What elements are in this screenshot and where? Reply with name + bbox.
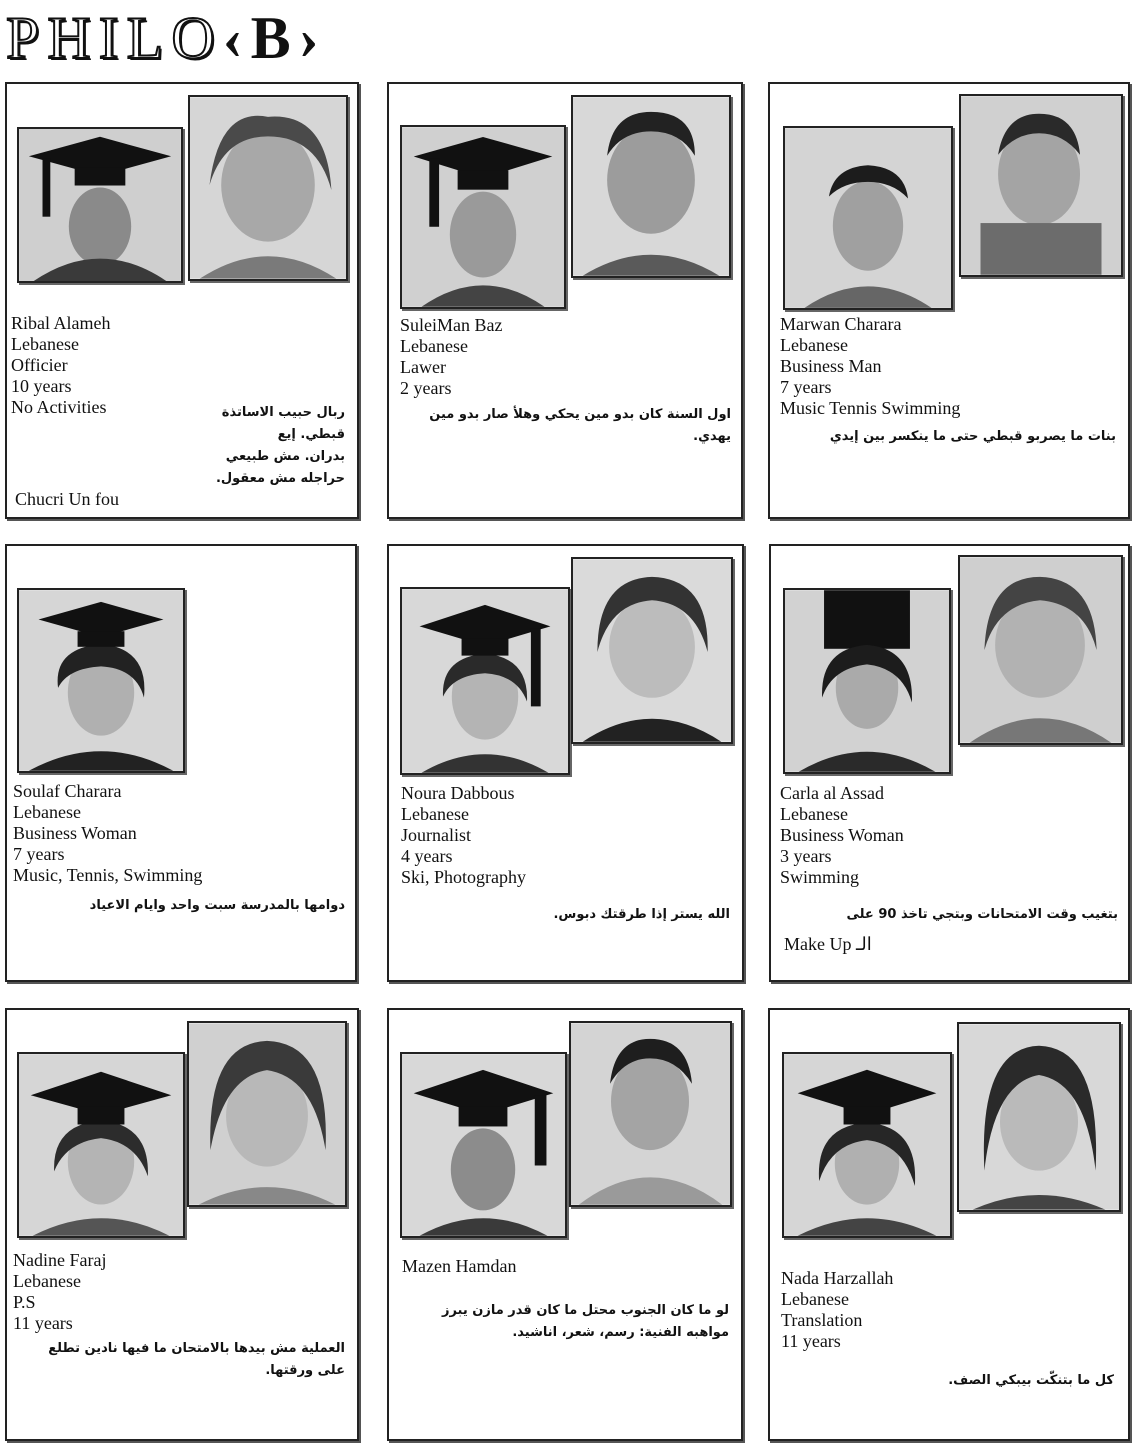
childhood-photo-image — [960, 557, 1121, 743]
student-career: Business Woman — [13, 823, 137, 843]
student-nationality: Lebanese — [401, 804, 469, 824]
childhood-photo — [959, 94, 1123, 277]
childhood-photo-image — [189, 1023, 345, 1205]
student-card — [387, 82, 743, 519]
graduation-photo — [783, 588, 951, 774]
childhood-photo — [571, 557, 733, 744]
student-career: Lawer — [400, 357, 446, 377]
graduation-photo — [400, 125, 566, 309]
graduation-photo-image — [785, 590, 949, 772]
student-card — [387, 1008, 743, 1441]
graduation-photo — [17, 127, 183, 283]
student-info — [780, 314, 960, 419]
childhood-photo — [571, 95, 731, 278]
graduation-photo-image — [784, 1054, 950, 1236]
student-years: 11 years — [781, 1331, 841, 1351]
student-nationality: Lebanese — [780, 335, 848, 355]
graduation-photo — [17, 1052, 185, 1238]
quote-line: لو ما كان الجنوب محتل ما كان قدر مازن يبرز — [441, 1303, 729, 1318]
student-years: 2 years — [400, 378, 452, 398]
childhood-photo — [187, 1021, 347, 1207]
childhood-photo-image — [190, 97, 346, 279]
student-nationality: Lebanese — [13, 1271, 81, 1291]
quote-line: بدران. مش طبيعي — [225, 449, 345, 464]
student-career: Officier — [11, 355, 68, 375]
quote-line: مواهبه الفنية: رسم، شعر، اناشيد. — [512, 1325, 729, 1340]
childhood-photo — [957, 1022, 1121, 1212]
student-quote — [429, 404, 731, 448]
quote-line: كل ما بتنكّت بيبكي الصف. — [948, 1373, 1114, 1388]
student-name: Ribal Alameh — [11, 313, 111, 333]
student-career: Business Woman — [780, 825, 904, 845]
childhood-photo — [569, 1021, 732, 1207]
student-years: 7 years — [780, 377, 832, 397]
student-info — [780, 783, 904, 888]
quote-line: اول السنة كان بدو مين يحكي وهلأ صار بدو مين — [429, 407, 731, 422]
childhood-photo-image — [571, 1023, 730, 1205]
student-career: Journalist — [401, 825, 471, 845]
student-nationality: Lebanese — [400, 336, 468, 356]
graduation-photo-image — [19, 590, 183, 771]
student-name: Carla al Assad — [780, 783, 884, 803]
student-quote — [948, 1370, 1114, 1392]
student-years: 7 years — [13, 844, 65, 864]
childhood-photo-image — [961, 96, 1121, 275]
childhood-photo — [188, 95, 348, 281]
quote-line: يهدي. — [693, 429, 731, 444]
graduation-photo-image — [785, 128, 951, 308]
student-nationality: Lebanese — [13, 802, 81, 822]
quote-line: قبطي. إيع — [277, 427, 345, 442]
student-card — [5, 82, 359, 519]
childhood-photo — [958, 555, 1123, 745]
student-years: 3 years — [780, 846, 832, 866]
student-career: Business Man — [780, 356, 882, 376]
graduation-photo-image — [402, 589, 568, 773]
student-years: 10 years — [11, 376, 72, 396]
student-name: Nada Harzallah — [781, 1268, 894, 1288]
student-activities: Swimming — [780, 867, 860, 887]
student-info — [781, 1268, 893, 1352]
quote-line: العملية مش بيدها بالامتحان ما فيها نادين تطلع — [48, 1341, 345, 1356]
student-years: 4 years — [401, 846, 453, 866]
student-info — [13, 1250, 106, 1334]
student-nationality: Lebanese — [780, 804, 848, 824]
graduation-photo-image — [19, 129, 181, 281]
graduation-photo — [17, 588, 185, 773]
quote-line: الله يستر إذا طرقتك دبوس. — [553, 907, 730, 922]
student-quote — [553, 904, 730, 926]
student-quote — [830, 426, 1116, 448]
childhood-photo-image — [573, 559, 731, 742]
student-info — [401, 783, 526, 888]
student-quote — [48, 1338, 345, 1382]
student-years: 11 years — [13, 1313, 73, 1333]
childhood-photo-image — [959, 1024, 1119, 1210]
quote-line: دوامها بالمدرسة سبت واحد وايام الاعياد — [89, 898, 345, 913]
student-quote — [846, 904, 1118, 926]
student-quote — [90, 895, 345, 917]
student-career: P.S — [13, 1292, 36, 1312]
graduation-photo-image — [19, 1054, 183, 1236]
student-career: Translation — [781, 1310, 863, 1330]
student-info — [400, 315, 502, 399]
quote-line: ربال حبيب الاساتذة — [221, 405, 345, 420]
childhood-photo-image — [573, 97, 729, 276]
graduation-photo — [783, 126, 953, 310]
quote-line: على ورقتها. — [265, 1363, 345, 1378]
student-card — [768, 1008, 1130, 1441]
student-quote — [216, 402, 345, 490]
student-activities: No Activities — [11, 397, 107, 417]
graduation-photo — [400, 587, 570, 775]
student-name: Mazen Hamdan — [402, 1256, 517, 1276]
page-title-main: PHILO — [6, 5, 223, 71]
student-info — [402, 1256, 516, 1277]
student-card — [768, 82, 1130, 519]
graduation-photo — [782, 1052, 952, 1238]
graduation-photo-image — [402, 1054, 565, 1236]
student-activities: Music Tennis Swimming — [780, 398, 961, 418]
graduation-photo — [400, 1052, 567, 1238]
student-nationality: Lebanese — [781, 1289, 849, 1309]
student-name: Soulaf Charara — [13, 781, 122, 801]
student-card — [5, 1008, 359, 1441]
student-nationality: Lebanese — [11, 334, 79, 354]
graduation-photo-image — [402, 127, 564, 307]
student-activities: Ski, Photography — [401, 867, 527, 887]
quote-line: بتغيب وقت الامتحانات وبتجي تاخذ 90 على — [846, 907, 1118, 922]
student-card — [769, 544, 1130, 982]
student-name: Nadine Faraj — [13, 1250, 107, 1270]
nickname-note: Chucri Un fou — [15, 489, 119, 509]
makeup-note: Make Up الـ — [784, 934, 872, 954]
student-activities: Music, Tennis, Swimming — [13, 865, 203, 885]
student-name: Marwan Charara — [780, 314, 902, 334]
page-title-section: ‹B› — [222, 5, 327, 71]
student-card — [5, 544, 357, 982]
quote-line: حراجله مش معقول. — [215, 471, 345, 486]
page-title — [6, 4, 327, 72]
student-info — [13, 781, 202, 886]
student-info — [11, 313, 110, 418]
student-name: Noura Dabbous — [401, 783, 515, 803]
student-quote — [442, 1300, 729, 1344]
student-name: SuleiMan Baz — [400, 315, 503, 335]
quote-line: بنات ما يصربو قبطي حتى ما ينكسر بين إيدي — [829, 429, 1116, 444]
student-card — [387, 544, 744, 982]
